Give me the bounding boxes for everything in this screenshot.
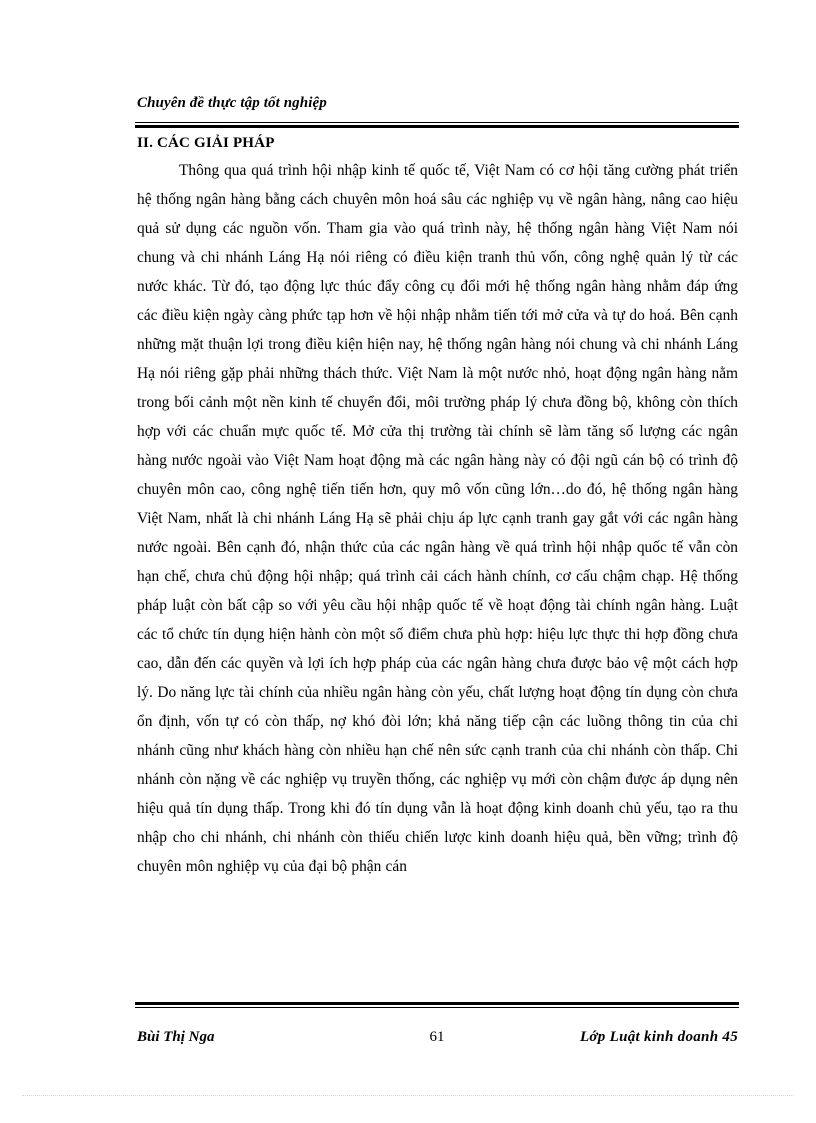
footer-author: Bùi Thị Nga — [137, 1029, 215, 1045]
page-header-title: Chuyên đề thực tập tốt nghiệp — [137, 95, 327, 111]
page-number: 61 — [429, 1029, 445, 1045]
page-bottom-divider — [22, 1095, 794, 1096]
footer-rule-thin — [135, 1007, 739, 1008]
section-heading: II. CÁC GIẢI PHÁP — [137, 135, 275, 151]
footer-rule-thick — [135, 1002, 739, 1005]
footer-class-name: Lớp Luật kinh doanh 45 — [579, 1029, 738, 1045]
header-rule-thin — [135, 122, 739, 123]
body-paragraph: Thông qua quá trình hội nhập kinh tế quốc tế, Việt Nam có cơ hội tăng cường phát triển hệ thống ngân hàng bằng cách chuyên môn hoá sâu các nghiệp vụ về ngân hàng, nâng cao hiệu quả sử dụng các nguồn vốn. Tham gia vào quá trình này, hệ thống ngân hàng Việt Nam nói chung và chi nhánh Láng Hạ nói riêng có điều kiện tranh thủ vốn, công nghệ quản lý từ các nước khác. Từ đó, tạo động lực thúc đẩy công cụ đổi mới hệ thống ngân hàng nhằm đáp ứng các điều kiện ngày càng phức tạp hơn về hội nhập nhằm tiến tới mở cửa và tự do hoá. Bên cạnh những mặt thuận lợi trong điều kiện hiện nay, hệ thống ngân hàng nói chung và chi nhánh Láng Hạ nói riêng gặp phải những thách thức. Việt Nam là một nước nhỏ, hoạt động ngân hàng nằm trong bối cảnh một nền kinh tế chuyển đổi, môi trường pháp lý chưa đồng bộ, không còn thích hợp với các chuẩn mực quốc tế. Mở cửa thị trường tài chính sẽ làm tăng số lượng các ngân hàng nước ngoài vào Việt Nam hoạt động mà các ngân hàng này có đội ngũ cán bộ có trình độ chuyên môn cao, công nghệ tiến tiến hơn, quy mô vốn cũng lớn…do đó, hệ thống ngân hàng Việt Nam, nhất là chi nhánh Láng Hạ sẽ phải chịu áp lực cạnh tranh gay gắt với các ngân hàng nước ngoài. Bên cạnh đó, nhận thức của các ngân hàng về quá trình hội nhập quốc tế vẫn còn hạn chế, chưa chủ động hội nhập; quá trình cải cách hành chính, cơ cấu chậm chạp. Hệ thống pháp luật còn bất cập so với yêu cầu hội nhập quốc tế về hoạt động tài chính ngân hàng. Luật các tổ chức tín dụng hiện hành còn một số điểm chưa phù hợp: hiệu lực thực thi hợp đồng chưa cao, dẫn đến các quyền và lợi ích hợp pháp của các ngân hàng chưa được bảo vệ một cách hợp lý. Do năng lực tài chính của nhiều ngân hàng còn yếu, chất lượng hoạt động tín dụng còn chưa ổn định, vốn tự có còn thấp, nợ khó đòi lớn; khả năng tiếp cận các luồng thông tin của chi nhánh cũng như khách hàng còn nhiều hạn chế nên sức cạnh tranh của chi nhánh còn thấp. Chi nhánh còn nặng về các nghiệp vụ truyền thống, các nghiệp vụ mới còn chậm được áp dụng nên hiệu quả tín dụng thấp. Trong khi đó tín dụng vẫn là hoạt động kinh doanh chủ yếu, tạo ra thu nhập cho chi nhánh, chi nhánh còn thiếu chiến lược kinh doanh hiệu quả, bền vững; trình độ chuyên môn nghiệp vụ của đại bộ phận cán — [137, 162, 738, 875]
header-rule-thick — [135, 125, 739, 128]
